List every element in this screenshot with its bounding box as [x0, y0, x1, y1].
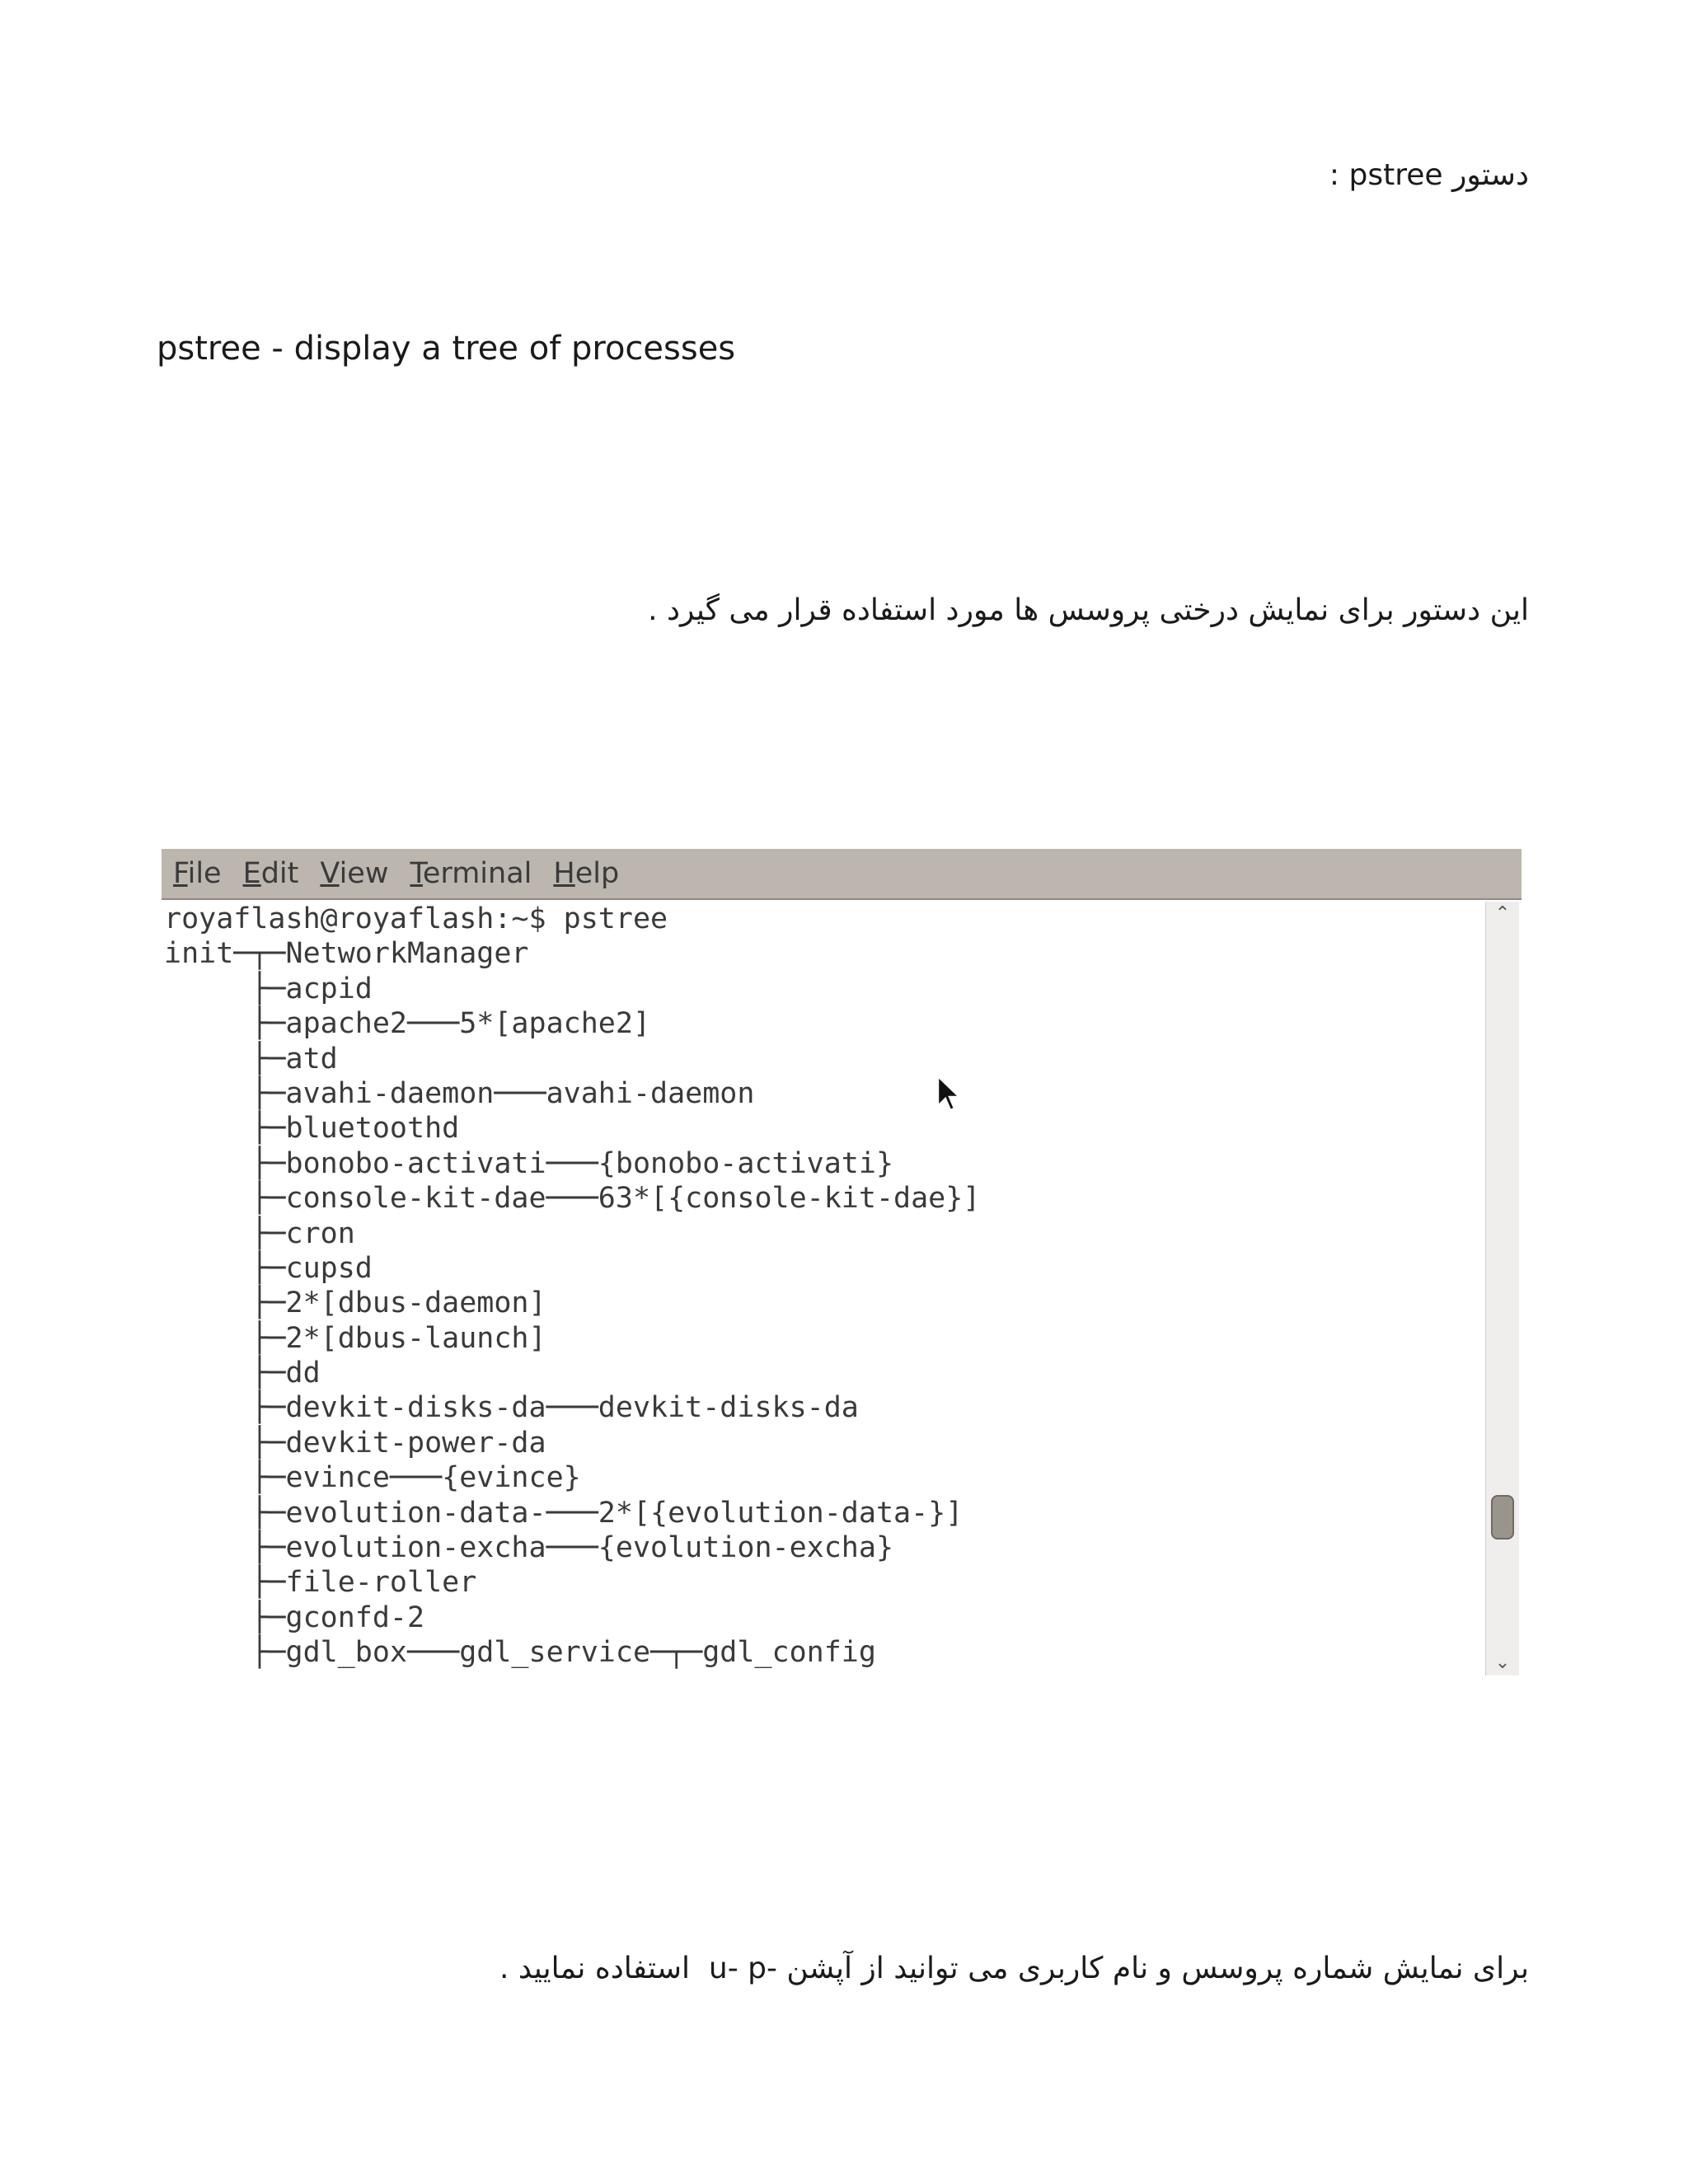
menu-view[interactable]: View [320, 857, 389, 890]
page-heading: دستور pstree : [1329, 158, 1529, 192]
chevron-down-icon[interactable]: ⌄ [1494, 1652, 1511, 1673]
terminal-menubar [162, 849, 1522, 900]
menu-terminal[interactable]: Terminal [410, 857, 532, 890]
process-line: ├─dd [164, 1357, 321, 1390]
process-line: init─┬─NetworkManager [164, 937, 529, 971]
process-line: ├─devkit-power-da [164, 1426, 546, 1460]
process-line: ├─evolution-data-───2*[{evolution-data-}] [164, 1496, 964, 1530]
process-line: ├─evince───{evince} [164, 1461, 581, 1495]
process-line: ├─atd [164, 1042, 338, 1076]
menu-help[interactable]: Help [553, 857, 620, 890]
process-line: ├─file-roller [164, 1566, 477, 1600]
scrollbar-track[interactable] [1489, 930, 1516, 1647]
scrollbar-thumb[interactable] [1491, 1495, 1514, 1540]
process-line: ├─2*[dbus-daemon] [164, 1286, 546, 1320]
command-description: این دستور برای نمایش درختی پروسس ها مورد استفاده قرار می گیرد . [648, 593, 1529, 627]
command-summary: pstree - display a tree of processes [157, 330, 736, 368]
process-line: ├─gdl_box───gdl_service─┬─gdl_config [164, 1636, 876, 1670]
process-line: ├─console-kit-dae───63*[{console-kit-dae}] [164, 1182, 981, 1216]
terminal-output[interactable] [164, 902, 1484, 1677]
terminal-scrollbar[interactable] [1485, 902, 1519, 1675]
menu-file[interactable]: File [173, 857, 222, 890]
mouse-pointer-icon [936, 1075, 963, 1114]
process-line: ├─bonobo-activati───{bonobo-activati} [164, 1146, 894, 1180]
option-note: برای نمایش شماره پروسس و نام کاربری می توانید از آپشن -u- p استفاده نمایید . [499, 1952, 1529, 1985]
process-line: ├─bluetoothd [164, 1112, 460, 1146]
process-line: ├─devkit-disks-da───devkit-disks-da [164, 1391, 859, 1425]
process-line: ├─gconfd-2 [164, 1601, 425, 1634]
process-line: ├─2*[dbus-launch] [164, 1321, 546, 1355]
chevron-up-icon[interactable]: ⌃ [1494, 903, 1511, 924]
process-line: ├─apache2───5*[apache2] [164, 1007, 651, 1041]
terminal-window[interactable] [162, 849, 1522, 1677]
process-line: ├─acpid [164, 972, 373, 1005]
prompt-line: royaflash@royaflash:~$ pstree [164, 902, 668, 935]
process-line: ├─cupsd [164, 1251, 373, 1285]
process-line: ├─cron [164, 1216, 355, 1250]
menu-edit[interactable]: Edit [242, 857, 299, 890]
process-line: ├─avahi-daemon───avahi-daemon [164, 1076, 755, 1110]
process-line: ├─evolution-excha───{evolution-excha} [164, 1531, 894, 1565]
